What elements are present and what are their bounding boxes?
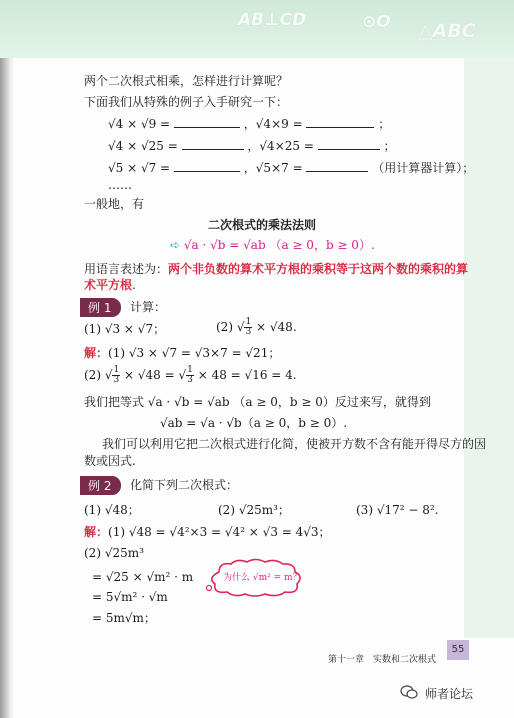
exercise-row-2 [108,139,396,153]
fraction-denominator: 3 [187,375,193,385]
page-binding-shadow [0,0,14,718]
example-1-p1-expr: √3 × √7； [104,322,166,336]
example-1-sol1: (1) √3 × √7 = √3×7 = √21； [108,346,281,360]
example-2-badge: 例 2 [80,476,121,495]
header-symbol-circle: ⊙O [362,12,391,32]
header-band [0,0,514,58]
exercise-3a: √5 × √7 = [108,161,171,175]
example-2-step-3: = 5m√m； [92,611,156,625]
example-1-problem-1 [84,322,165,336]
fraction-numerator: 1 [187,365,193,375]
pointer-arrow-icon: ➪ [170,238,181,252]
example-1-sol2-mid: × √48 = [124,368,175,382]
fraction [186,366,194,385]
solution-label: 解： [84,346,109,360]
fraction [244,318,252,337]
exercise-3-end: （用计算器计算）； [372,161,475,175]
example-1-badge: 例 1 [80,298,121,317]
fraction-numerator: 1 [245,317,252,327]
example-2-step-1: = √25 × √m² · m [92,570,194,584]
rule-words-line1 [84,262,468,276]
exercise-2b: ，√4×25 = [247,139,314,153]
example-1-solution-2: (2) √ $\frac{1}{3}$ × √48 = √ $\frac{1}{3}$ × 48 = √16 = 4. [84,365,297,385]
example-2-problem-1: (1) √48； [84,503,140,517]
exercise-ellipsis: …… [108,178,132,192]
exercise-3b: ，√5×7 = [243,161,303,175]
thought-cloud [205,558,305,598]
example-2-problem-2: (2) √25m³； [218,503,290,517]
example-2-task: 化简下列二次根式： [130,478,239,492]
fraction [112,366,120,385]
exercise-2a: √4 × √25 = [108,139,178,153]
rule-title: 二次根式的乘法法则 [208,218,317,232]
answer-blank [174,161,240,172]
answer-blank [306,161,368,172]
chat-bubble-icon [400,684,418,700]
solution-label: 解： [84,525,109,539]
fraction-numerator: 1 [113,365,120,375]
exercise-2-end: ； [383,139,396,153]
watermark: 师者论坛 [425,687,474,701]
answer-blank [306,117,374,128]
rule-words-red-2: 术平方根 [84,278,133,292]
reverse-paragraph-2: 数或因式. [84,454,136,468]
chapter-footer: 第十一章 实数和二次根式 [328,655,437,665]
example-2-step-2: = 5√m² · √m [92,590,168,604]
header-symbol-triangle: △ABC [418,20,476,42]
example-2-solution-2-head: (2) √25m³ [84,546,144,560]
intro-lead: 下面我们从特殊的例子入手研究一下： [84,95,289,109]
rule-condition: （a ≥ 0，b ≥ 0）. [269,238,375,252]
example-1-solution-1 [84,346,280,360]
margin-band [464,58,514,638]
general-statement: 一般地，有 [84,197,145,211]
reverse-formula: √ab = √a · √b（a ≥ 0，b ≥ 0）. [160,416,348,430]
example-1-sol2-end: × 48 = √16 = 4. [197,368,297,382]
exercise-1-end: ； [378,117,391,131]
example-2-sol1: (1) √48 = √4²×3 = √4² × √3 = 4√3； [108,525,331,539]
rule-words-prefix: 用语言表述为： [84,262,169,276]
example-1-task: 计算： [130,300,167,314]
answer-blank [318,139,380,150]
fraction-denominator: 3 [245,327,252,337]
rule-words-end: . [132,278,136,292]
example-1-problem-2: (2) √ $\frac{1}{3}$ × √48. [216,317,297,337]
exercise-1b: ，√4×9 = [243,117,303,131]
answer-blank [174,117,240,128]
cloud-question: 为什么 √m² = m？ [223,573,302,583]
example-1-sol2-label: (2) [84,368,101,382]
exercise-row-3 [108,161,474,175]
reverse-line-1a: 我们把等式 √a · √b = √ab [84,395,230,409]
rule-formula: √a · √b = √ab [183,238,266,252]
intro-question: 两个二次根式相乘，怎样进行计算呢？ [84,74,289,88]
example-2-problem-3: (3) √17² − 8². [356,503,439,517]
exercise-1a: √4 × √9 = [108,117,171,131]
rule-words-red: 两个非负数的算术平方根的乘积等于这两个数的乘积的算 [168,262,469,276]
rule-formula-line [170,238,375,252]
rule-words-line2 [84,278,136,292]
reverse-paragraph-1: 我们可以利用它把二次根式进行化简，使被开方数不含有能开得尽方的因 [102,437,487,451]
example-1-p1-label: (1) [84,322,101,336]
example-1-p2-rest: × √48. [256,320,297,334]
fraction-denominator: 3 [113,375,120,385]
answer-blank [182,139,244,150]
header-symbol-perpendicular: AB⊥CD [238,10,307,30]
reverse-line-1b: （a ≥ 0，b ≥ 0）反过来写，就得到 [233,395,431,409]
exercise-row-1 [108,117,390,131]
example-2-solution-1 [84,525,331,539]
page-number: 55 [447,640,469,660]
example-1-p2-label: (2) [216,320,233,334]
reverse-line-1 [84,395,431,409]
